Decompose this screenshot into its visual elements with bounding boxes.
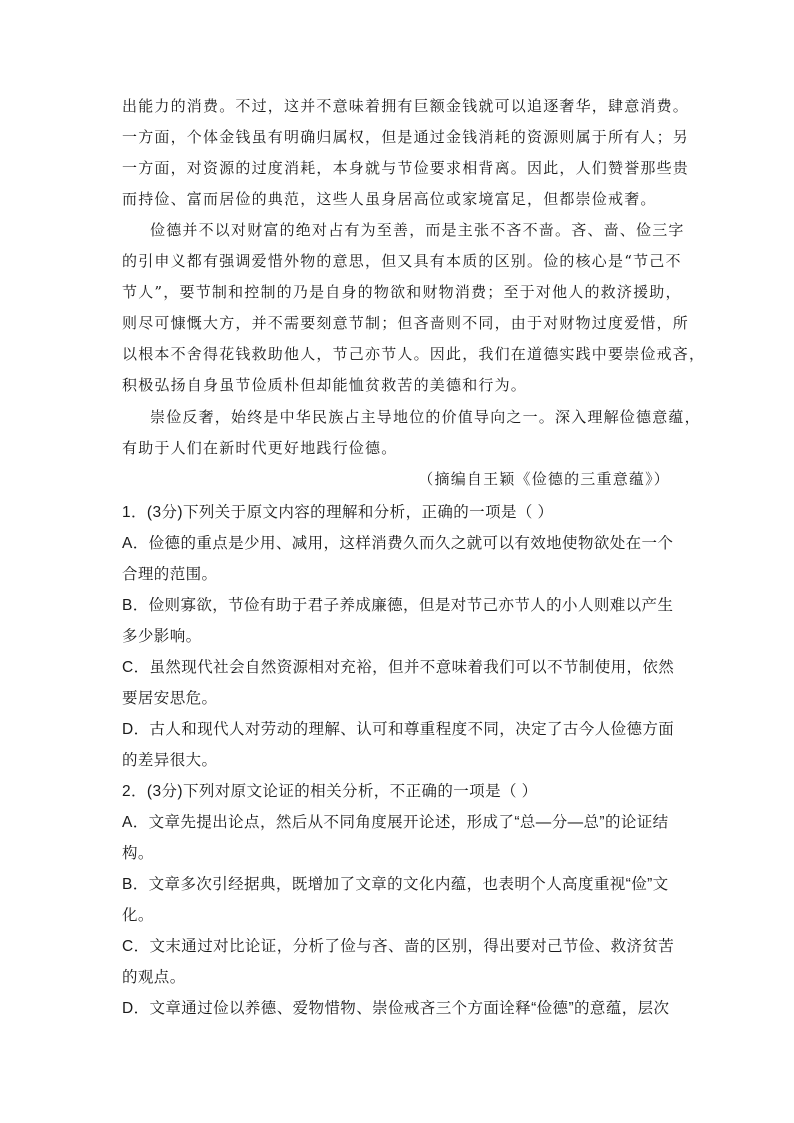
option-b-line2: 化。: [122, 907, 154, 924]
passage-line: 的引申义都有强调爱惜外物的意思，但又具有本质的区别。俭的核心是“节己不: [122, 252, 682, 270]
passage-line: 以根本不舍得花钱救助他人，节己亦节人。因此，我们在道德实践中要崇俭戒吝，: [122, 345, 706, 363]
passage-line: 而持俭、富而居俭的典范，这些人虽身居高位或家境富足，但都崇俭戒奢。: [122, 190, 657, 208]
option-b-line1: B．文章多次引经据典，既增加了文章的文化内蕴，也表明个人高度重视“俭”文: [122, 876, 669, 893]
option-b-line2: 多少影响。: [122, 628, 202, 645]
option-c-line1: C．文末通过对比论证，分析了俭与吝、啬的区别，得出要对己节俭、救济贫苦: [122, 938, 675, 955]
passage-source: （摘编自王颖《俭德的三重意蕴》）: [418, 470, 670, 488]
option-b-line1: B．俭则寡欲，节俭有助于君子养成廉德，但是对节己亦节人的小人则难以产生: [122, 597, 674, 614]
passage-line: 一方面，对资源的过度消耗，本身就与节俭要求相背离。因此，人们赞誉那些贵: [122, 159, 690, 177]
option-c-line1: C．虽然现代社会自然资源相对充裕，但并不意味着我们可以不节制使用，依然: [122, 659, 675, 676]
passage-line: 则尽可慷慨大方，并不需要刻意节制；但吝啬则不同，由于对财物过度爱惜，所: [122, 314, 690, 332]
option-d-line1: D．文章通过俭以养德、爱物惜物、崇俭戒吝三个方面诠释“俭德”的意蕴，层次: [122, 1000, 670, 1017]
passage-line: 崇俭反奢，始终是中华民族占主导地位的价值导向之一。深入理解俭德意蕴，: [150, 408, 701, 426]
option-a-line1: A．俭德的重点是少用、减用，这样消费久而久之就可以有效地使物欲处在一个: [122, 535, 674, 552]
passage-line: 节人”，要节制和控制的乃是自身的物欲和财物消费；至于对他人的救济援助，: [122, 283, 682, 301]
passage-line: 俭德并不以对财富的绝对占有为至善，而是主张不吝不啬。吝、啬、俭三字: [150, 221, 685, 239]
option-a-line2: 构。: [122, 845, 154, 862]
option-a-line1: A．文章先提出论点，然后从不同角度展开论述，形成了“总—分—总”的论证结: [122, 814, 669, 831]
option-c-line2: 的观点。: [122, 969, 186, 986]
option-d-line1: D．古人和现代人对劳动的理解、认可和尊重程度不同，决定了古今人俭德方面: [122, 721, 675, 738]
passage-line: 积极弘扬自身虽节俭质朴但却能恤贫救苦的美德和行为。: [122, 376, 528, 394]
passage-line: 出能力的消费。不过，这并不意味着拥有巨额金钱就可以追逐奢华，肆意消费。: [122, 97, 690, 115]
passage-line: 一方面，个体金钱虽有明确归属权，但是通过金钱消耗的资源则属于所有人；另: [122, 128, 690, 146]
option-c-line2: 要居安思危。: [122, 690, 218, 707]
passage-line: 有助于人们在新时代更好地践行俭德。: [122, 439, 398, 457]
question-stem: 1．(3分)下列关于原文内容的理解和分析，正确的一项是（ ）: [122, 504, 554, 521]
option-d-line2: 的差异很大。: [122, 752, 218, 769]
question-stem: 2．(3分)下列对原文论证的相关分析，不正确的一项是（ ）: [122, 783, 538, 800]
option-a-line2: 合理的范围。: [122, 566, 218, 583]
